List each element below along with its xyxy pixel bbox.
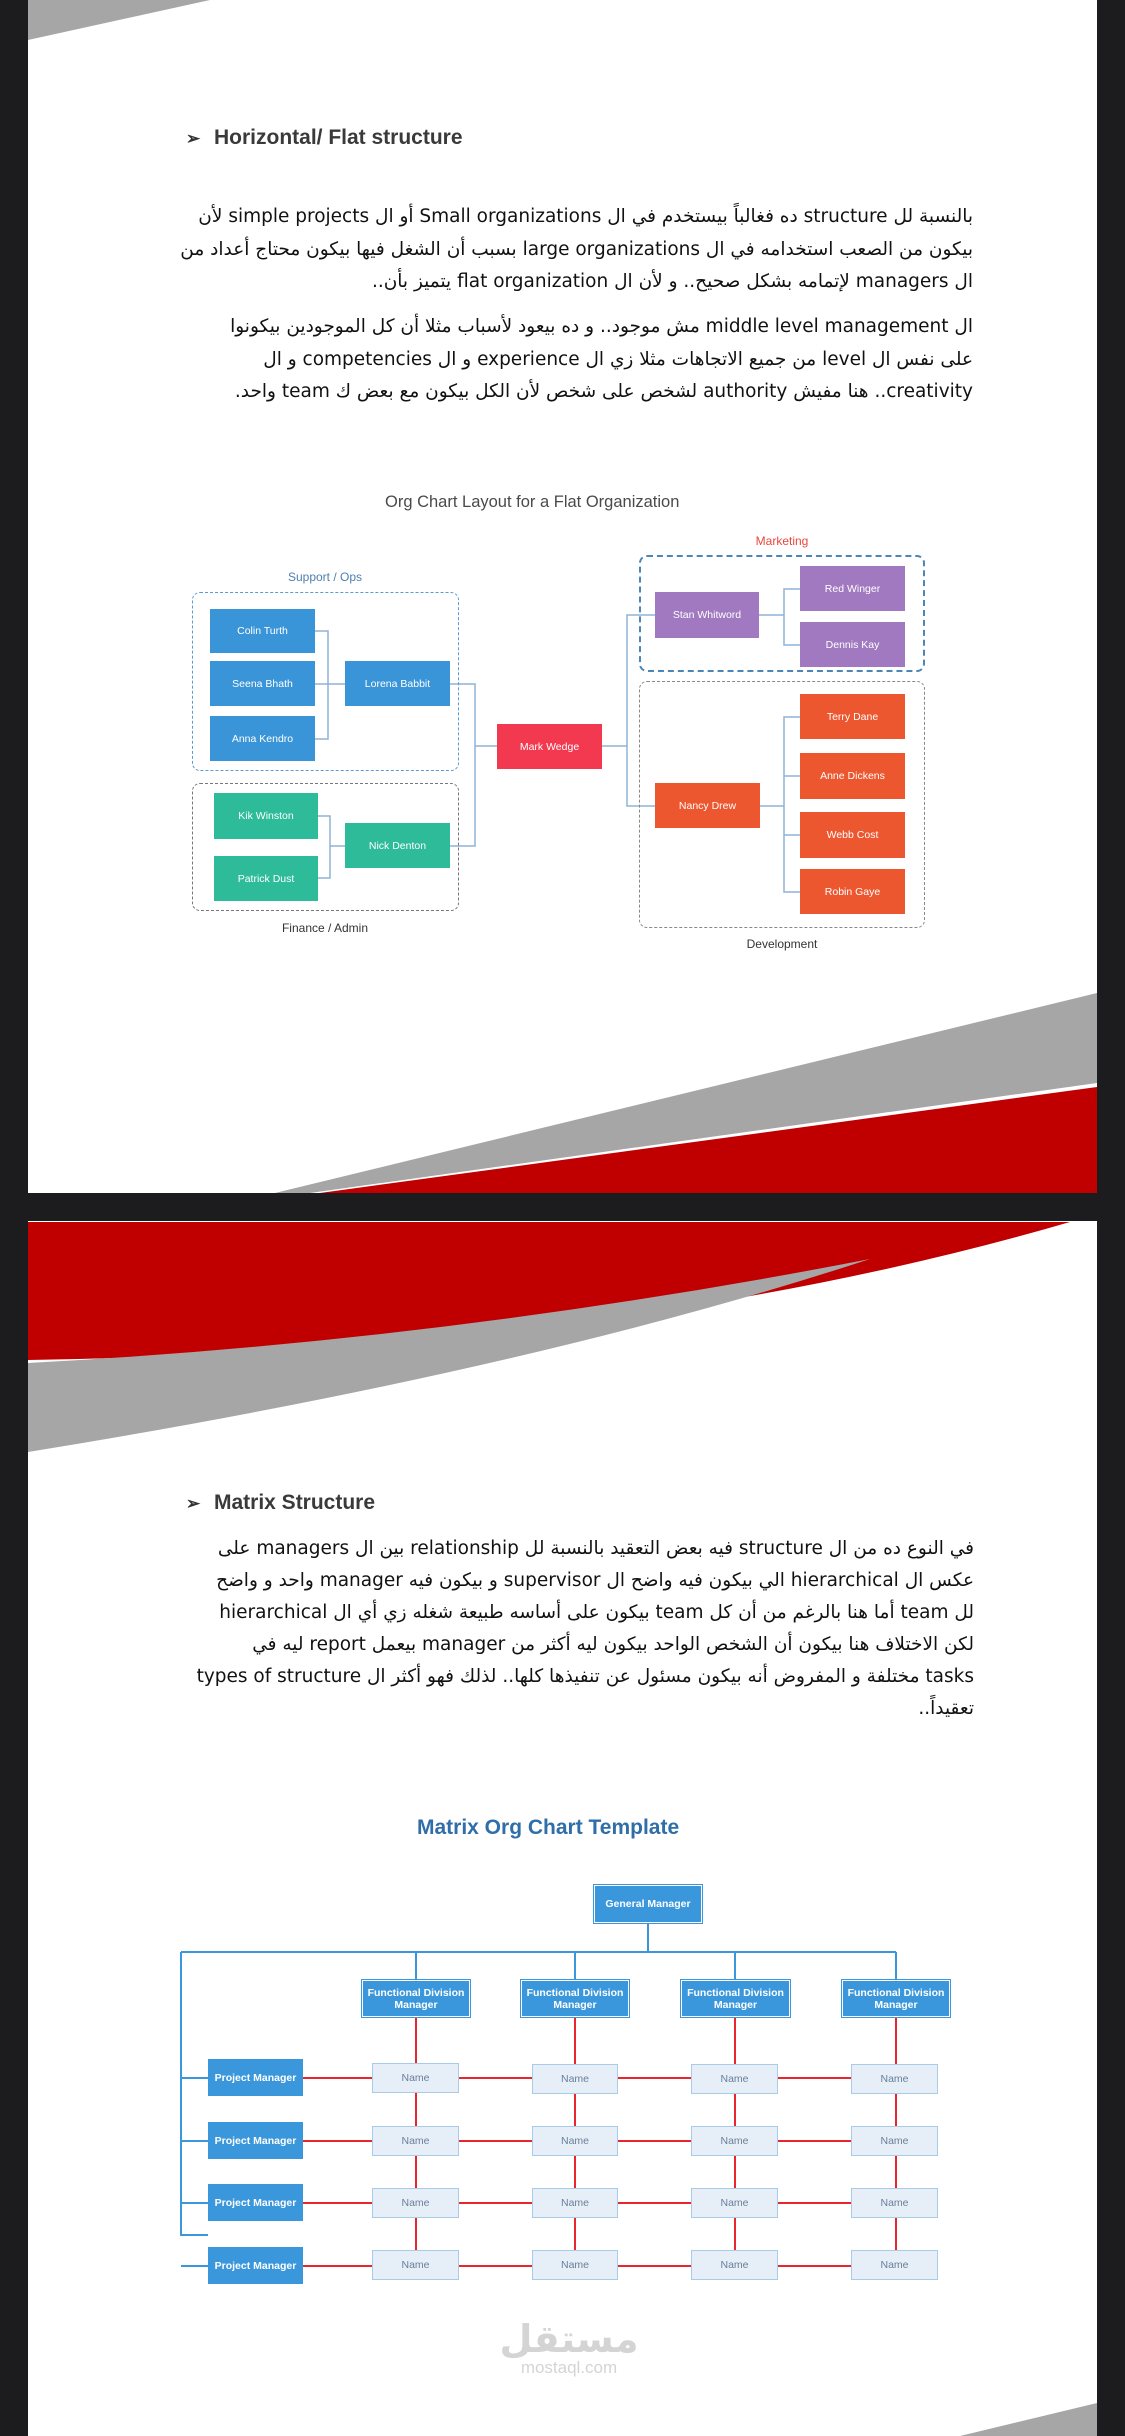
org-node-red-winger: Red Winger [800, 566, 905, 611]
org-node-anna-kendro: Anna Kendro [210, 716, 315, 761]
text-line: في النوع ده من ال structure فيه بعض التعقيد بالنسبة لل relationship بين ال managers على [217, 1538, 974, 1559]
heading-text: Matrix Structure [214, 1491, 376, 1514]
text-line: tasks مختلفة و المفروض أنه بيكون مسئول عن تنفيذها كلها.. لذلك فهو أكثر ال types of structure [196, 1666, 974, 1687]
functional-manager-box-1: Functional Division Manager [362, 1980, 470, 2017]
org-node-nick-denton: Nick Denton [345, 823, 450, 868]
text-line: ال managers لإتمامه بشكل صحيح.. و لأن ال flat organization يتميز بأن.. [371, 271, 973, 292]
name-cell: Name [851, 2126, 938, 2156]
document-page-1 [28, 0, 1097, 1193]
org-node-robin-gaye: Robin Gaye [800, 869, 905, 914]
name-cell: Name [532, 2064, 618, 2094]
org-node-webb-cost: Webb Cost [800, 812, 905, 858]
general-manager-box: General Manager [594, 1885, 702, 1923]
text-line: لل team أما هنا بالرغم من أن كل team بيكون على أساسه طبيعة شغله زي أي ال hierarchical [219, 1602, 974, 1623]
text-line: تعقيداً.. [918, 1698, 974, 1719]
name-cell: Name [851, 2188, 938, 2218]
chart-title: Org Chart Layout for a Flat Organization [385, 493, 680, 511]
watermark-url: mostaql.com [520, 2358, 618, 2377]
text-line: بيكون من الصعب استخدامه في ال large organizations بسبب أن الشغل فيها بيكون محتاج أعداد من [180, 238, 973, 260]
document-page-2 [28, 1221, 1097, 2436]
name-cell: Name [851, 2250, 938, 2280]
org-node-stan-whitword: Stan Whitword [655, 592, 759, 638]
chart-connectors [28, 0, 1097, 1000]
chart-title: Matrix Org Chart Template [417, 1816, 680, 1839]
text-line: ال middle level management مش موجود.. و ده بيعود لأسباب مثلا أن كل الموجودين بيكونوا [230, 316, 973, 337]
arrow-bullet-icon: ➢ [186, 1494, 201, 1513]
group-label-finance: Finance / Admin [281, 921, 369, 935]
text-line: عكس ال hierarchical الي بيكون فيه واضح ال supervisor و بيكون فيه manager واحد و واضح [216, 1570, 974, 1591]
arrow-bullet-icon: ➢ [186, 129, 201, 148]
name-cell: Name [532, 2250, 618, 2280]
name-cell: Name [372, 2188, 459, 2218]
org-node-dennis-kay: Dennis Kay [800, 622, 905, 667]
text-line: لكن الاختلاف هنا بيكون أن الشخص الواحد بيكون ليه أكثر من manager بيعمل report ليه في [252, 1634, 974, 1655]
org-node-seena-bhath: Seena Bhath [210, 661, 315, 706]
name-cell: Name [691, 2064, 778, 2094]
functional-manager-box-2: Functional Division Manager [521, 1980, 629, 2017]
project-manager-box-2: Project Manager [208, 2122, 303, 2159]
matrix-connectors [28, 1221, 1097, 2321]
project-manager-box-3: Project Manager [208, 2184, 303, 2221]
name-cell: Name [691, 2188, 778, 2218]
name-cell: Name [532, 2126, 618, 2156]
name-cell: Name [691, 2126, 778, 2156]
heading-text: Horizontal/ Flat structure [214, 126, 463, 149]
group-label-marketing: Marketing [755, 534, 809, 548]
group-label-development: Development [746, 937, 818, 951]
name-cell: Name [372, 2250, 459, 2280]
name-cell: Name [372, 2126, 459, 2156]
functional-manager-box-3: Functional Division Manager [681, 1980, 790, 2017]
project-manager-box-1: Project Manager [208, 2059, 303, 2096]
org-node-lorena-babbit: Lorena Babbit [345, 661, 450, 706]
name-cell: Name [691, 2250, 778, 2280]
org-node-patrick-dust: Patrick Dust [214, 856, 318, 901]
org-node-mark-wedge: Mark Wedge [497, 724, 602, 769]
org-node-colin-turth: Colin Turth [210, 609, 315, 653]
name-cell: Name [851, 2064, 938, 2094]
text-line: بالنسبة لل structure ده فغالباً بيستخدم في ال Small organizations أو ال simple projects لأن [198, 206, 973, 227]
watermark-logo-arabic: مستقل [499, 2317, 639, 2361]
functional-manager-box-4: Functional Division Manager [842, 1980, 950, 2017]
mostaql-watermark [494, 2319, 644, 2377]
text-line: creativity.. هنا مفيش authority لشخص على شخص لأن الكل بيكون مع بعض ك team واحد. [234, 381, 973, 402]
org-node-kik-winston: Kik Winston [214, 793, 318, 839]
org-node-anne-dickens: Anne Dickens [800, 753, 905, 799]
name-cell: Name [532, 2188, 618, 2218]
group-label-support: Support / Ops [287, 570, 363, 584]
org-node-nancy-drew: Nancy Drew [655, 783, 760, 828]
org-node-terry-dane: Terry Dane [800, 694, 905, 739]
name-cell: Name [372, 2063, 459, 2093]
project-manager-box-4: Project Manager [208, 2247, 303, 2284]
text-line: على نفس ال level من جميع الاتجاهات مثلا زي ال experience و ال competencies و ال [263, 348, 973, 370]
